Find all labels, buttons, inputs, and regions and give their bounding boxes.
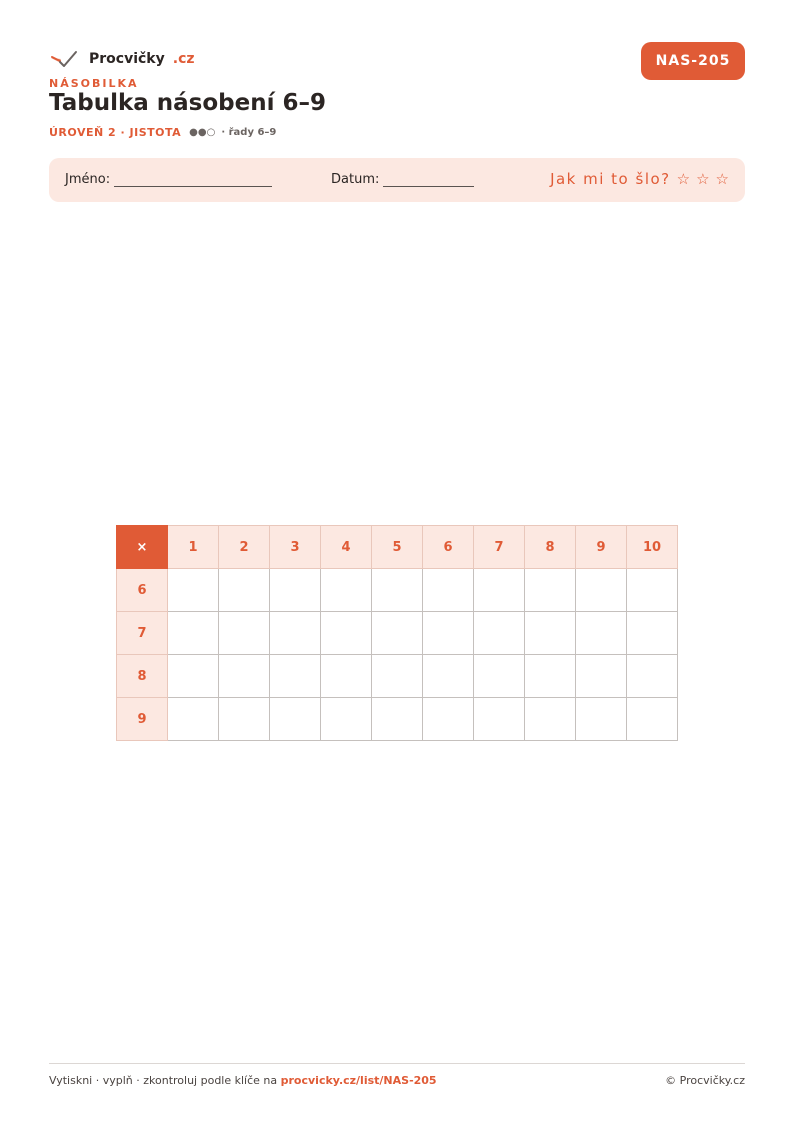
answer-cell[interactable] xyxy=(168,698,219,741)
name-field[interactable] xyxy=(65,172,272,187)
corner-cell: × xyxy=(117,526,168,569)
level-line xyxy=(49,126,276,139)
answer-cell[interactable] xyxy=(627,569,678,612)
answer-cell[interactable] xyxy=(270,612,321,655)
answer-cell[interactable] xyxy=(474,698,525,741)
table-row xyxy=(117,698,678,741)
table-header-row xyxy=(117,526,678,569)
answer-cell[interactable] xyxy=(576,569,627,612)
answer-cell[interactable] xyxy=(321,612,372,655)
answer-cell[interactable] xyxy=(219,612,270,655)
answer-cell[interactable] xyxy=(576,612,627,655)
multiplication-table xyxy=(116,525,678,741)
rating-label: Jak mi to šlo? xyxy=(550,170,671,188)
row-header: 8 xyxy=(117,655,168,698)
level-label: ÚROVEŇ 2 · JISTOTA xyxy=(49,126,182,139)
answer-cell[interactable] xyxy=(168,569,219,612)
answer-cell[interactable] xyxy=(474,569,525,612)
table-row xyxy=(117,655,678,698)
column-header: 8 xyxy=(525,526,576,569)
date-field[interactable] xyxy=(331,172,474,187)
answer-cell[interactable] xyxy=(168,612,219,655)
brand-name: Procvičky xyxy=(89,51,165,67)
answer-cell[interactable] xyxy=(627,655,678,698)
name-line[interactable] xyxy=(114,174,272,187)
answer-cell[interactable] xyxy=(525,612,576,655)
date-line[interactable] xyxy=(383,174,474,187)
answer-cell[interactable] xyxy=(474,612,525,655)
answer-cell[interactable] xyxy=(423,569,474,612)
answer-cell[interactable] xyxy=(627,612,678,655)
answer-cell[interactable] xyxy=(372,612,423,655)
answer-cell[interactable] xyxy=(219,569,270,612)
answer-cell[interactable] xyxy=(372,655,423,698)
table-row xyxy=(117,569,678,612)
column-header: 4 xyxy=(321,526,372,569)
answer-cell[interactable] xyxy=(525,655,576,698)
row-header: 9 xyxy=(117,698,168,741)
self-rating xyxy=(550,170,729,188)
answer-cell[interactable] xyxy=(576,655,627,698)
row-header: 6 xyxy=(117,569,168,612)
column-header: 5 xyxy=(372,526,423,569)
column-header: 1 xyxy=(168,526,219,569)
column-header: 10 xyxy=(627,526,678,569)
date-label: Datum: xyxy=(331,172,380,187)
brand-tld: .cz xyxy=(172,51,195,67)
answer-cell[interactable] xyxy=(321,655,372,698)
answer-key-link[interactable]: procvicky.cz/list/NAS-205 xyxy=(280,1074,437,1087)
column-header: 6 xyxy=(423,526,474,569)
row-header: 7 xyxy=(117,612,168,655)
answer-cell[interactable] xyxy=(576,698,627,741)
answer-cell[interactable] xyxy=(270,698,321,741)
worksheet-header xyxy=(49,46,745,139)
level-dots: ●●○ xyxy=(189,127,216,138)
answer-cell[interactable] xyxy=(270,655,321,698)
page-footer xyxy=(49,1063,745,1087)
footer-copyright: © Procvičky.cz xyxy=(665,1074,745,1087)
table-row xyxy=(117,612,678,655)
worksheet-code-badge: NAS-205 xyxy=(641,42,745,80)
answer-cell[interactable] xyxy=(270,569,321,612)
answer-cell[interactable] xyxy=(372,569,423,612)
answer-cell[interactable] xyxy=(219,655,270,698)
footer-instruction xyxy=(49,1074,437,1087)
answer-cell[interactable] xyxy=(168,655,219,698)
answer-cell[interactable] xyxy=(423,612,474,655)
star-icon[interactable]: ☆ xyxy=(715,170,729,188)
answer-cell[interactable] xyxy=(627,698,678,741)
column-header: 7 xyxy=(474,526,525,569)
answer-cell[interactable] xyxy=(372,698,423,741)
answer-cell[interactable] xyxy=(321,698,372,741)
name-label: Jméno: xyxy=(65,172,111,187)
star-icon[interactable]: ☆ xyxy=(676,170,691,188)
column-header: 3 xyxy=(270,526,321,569)
rows-note: · řady 6–9 xyxy=(221,127,277,138)
answer-cell[interactable] xyxy=(474,655,525,698)
answer-cell[interactable] xyxy=(321,569,372,612)
answer-cell[interactable] xyxy=(423,655,474,698)
answer-cell[interactable] xyxy=(525,698,576,741)
footer-instruction-text: Vytiskni · vyplň · zkontroluj podle klíče na xyxy=(49,1074,281,1087)
pencil-check-icon xyxy=(49,49,79,69)
star-icon[interactable]: ☆ xyxy=(696,170,710,188)
topic-label: NÁSOBILKA xyxy=(49,77,139,90)
info-bar xyxy=(49,158,745,202)
column-header: 2 xyxy=(219,526,270,569)
column-header: 9 xyxy=(576,526,627,569)
page-title: Tabulka násobení 6–9 xyxy=(49,90,327,116)
answer-cell[interactable] xyxy=(219,698,270,741)
answer-cell[interactable] xyxy=(525,569,576,612)
answer-cell[interactable] xyxy=(423,698,474,741)
